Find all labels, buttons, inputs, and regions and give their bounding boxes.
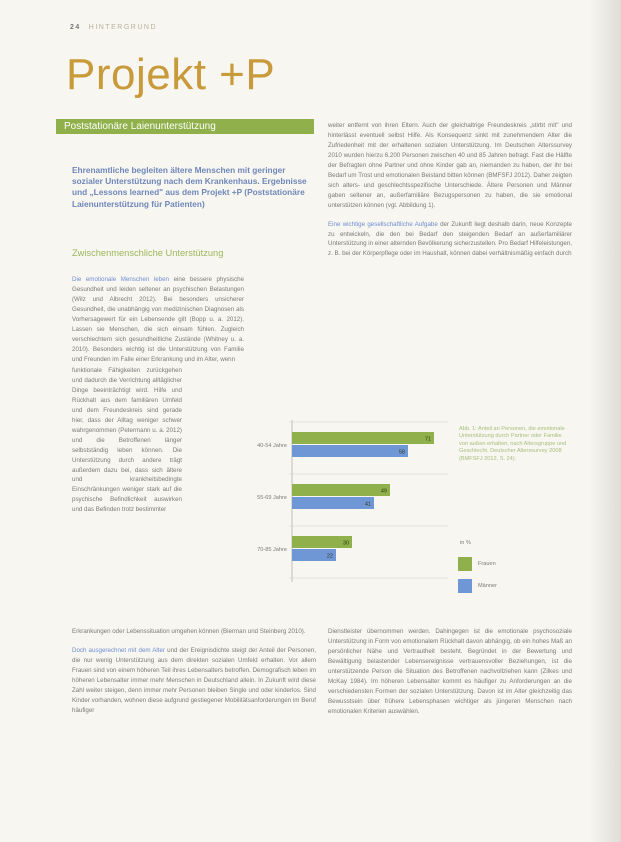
figure-caption: Abb. 1: Anteil an Personen, die emotionale Unterstützung durch Partner oder Familie von außen erhalten, nach Altersgruppe und Geschlecht. Deutscher Alterssurvey 2008 (BMFSFJ 2012, S. 24). [459, 426, 567, 462]
paragraph: Erkrankungen oder Lebenssituation umgehen können (Bierman und Steinberg 2010). [72, 628, 306, 635]
category-label: 40-54 Jahre [257, 443, 287, 449]
left-column-wrap [72, 366, 182, 515]
paragraph-text: eine bessere physische Gesundheit und leiden seltener an psychischen Belastungen (Wilz und Albrecht 2012). Bei besonders unsicherer Gesundheit, die unabhängig von medizinischen Diagnosen als Vorhersagewert für ein Lebensende gilt (Bopp u. a. 2012). Lassen sie Menschen, die sich einsam fühlen. Zugleich verschlechtern sich gesundheitliche Zustände (Whitney u. a. 2010). Besonders wichtig ist die Unterstützung von Familie und Freunden im Falle einer Erkrankung und im Alter, wenn [72, 276, 244, 363]
paragraph: funktionale Fähigkeiten zurückgehen und dadurch die Verrichtung alltäglicher Dinge beeinträchtigt wird. Hilfe und Rückhalt aus dem familiären Umfeld und dem Freundeskreis sind gerade hier, dass der Alltag weniger schwer wahrgenommen (Petermann u. a. 2012) und die Betroffenen länger selbstständig leben können. Die Unterstützung durch andere trägt außerdem dazu bei, dass sich ältere und krankheitsbedingte Einschränkungen weniger stark auf die psychische Befindlichkeit auswirken und das Befinden trotz bestimmter [72, 367, 182, 514]
paragraph [72, 275, 244, 365]
legend-item-frauen [458, 557, 497, 571]
section-bar: Poststationäre Laienunterstützung [56, 119, 314, 134]
right-column-bottom [328, 627, 572, 717]
left-column-bottom [72, 627, 316, 716]
lead-in: Die emotionale Menschen leben [72, 276, 170, 283]
data-label: 22 [326, 553, 333, 560]
category-label: 55-69 Jahre [257, 495, 287, 501]
bar-chart-svg [248, 418, 454, 593]
legend-item-maenner [458, 579, 497, 593]
paragraph [72, 646, 316, 716]
legend-unit: in % [460, 540, 471, 546]
paragraph: Dienstleister übernommen werden. Dahingegen ist die emotionale psychosoziale Unterstützung in Form von emotionalem Rückhalt davon abhängig, ob ein hohes Maß an persönlicher Nähe und Vertrautheit besteht. Begründet in der Bewertung und Bewältigung belastender Lebensereignisse vertrauensvoller Beziehungen, ist die unterstützende Person die Situation des Betroffenen nachvollziehen kann (Zilkes und McKay 1984). Im höheren Lebensalter kommt es häufiger zu Anforderungen an die verschiedensten Formen der sozialen Unterstützung. Davon ist im Alter gleichzeitig das Bewusstsein über frühere Lebensphasen wichtiger als jüngeren Menschen nach emotionalen Kriterien auswählen. [328, 628, 572, 715]
category-label: 70-85 Jahre [257, 547, 287, 553]
legend-label: Männer [478, 583, 497, 589]
lead-paragraph: Ehrenamtliche begleiten ältere Menschen mit geringer sozialer Unterstützung nach dem Krankenhaus. Ergebnisse und „Lessons learned" aus dem Projekt +P (Poststationäre Laienunterstützung für Patienten) [72, 165, 307, 209]
data-label: 58 [398, 449, 405, 456]
data-label: 41 [364, 501, 371, 508]
legend-label: Frauen [478, 561, 496, 567]
running-header [70, 24, 157, 31]
page-title: Projekt +P [66, 50, 276, 99]
chart-legend [458, 540, 497, 601]
legend-swatch [458, 579, 472, 593]
section-label: HINTERGRUND [88, 24, 158, 31]
paragraph-text: der Zukunft liegt deshalb darin, neue Konzepte zu entwickeln, die den bei Bedarf den steigenden Bedarf an außerfamiliärer Unterstützung in einer alternden Bevölkerung sicherzustellen. Pro Bedarf Hilfeleistungen, z. B. bei der Körperpflege oder im Haushalt, können dabei verhältnismäßig einfach durch [328, 220, 572, 258]
paragraph-text: und der Ereignisdichte steigt der Anteil der Personen, die nur wenig Unterstützung aus dem direkten sozialen Umfeld erhalten. Vor allem Frauen sind von einem höheren Teil ihres Lebensalters betroffen. Demografisch leben im höheren Lebensalter immer mehr Menschen in Deutschland allein. In Zukunft wird diese Zahl weiter steigen, denn immer mehr Personen bleiben Single und oder kinderlos. Sind Kinder vorhanden, wohnen diese aufgrund gestiegener Mobilitätsanforderungen im Beruf häufiger [72, 646, 317, 714]
paragraph: weiter entfernt von ihren Eltern. Auch der gleichaltrige Freundeskreis „stirbt mit" und hinterlässt eventuell selbst Hilfe. Als Konsequenz sinkt mit zunehmendem Alter die Zufriedenheit mit der erhaltenen sozialen Unterstützung. Im Deutschen Alterssurvey 2010 wurden hierzu 6.200 Personen zwischen 40 und 85 Jahren befragt. Fast die Hälfte der Befragten ohne Partner und ohne Kinder gab an, niemanden zu haben, der ihr bei Bedarf um Trost und emotionalen Beistand bitten können (BMFSFJ 2012). Daher zeigten sich alters- und geschlechtsspezifische Unterschiede. Ältere Personen und Männer gaben seltener an, außerfamiliäre Bezugspersonen zu haben, die sie emotional unterstützen können (vgl. Abbildung 1). [328, 122, 572, 209]
data-label: 71 [424, 436, 431, 443]
page-number: 24 [70, 24, 81, 31]
bar-maenner [292, 497, 374, 509]
bar-frauen [292, 484, 390, 496]
lead-in: Eine wichtige gesellschaftliche Aufgabe [328, 220, 438, 228]
left-column-top [72, 275, 244, 365]
paragraph [328, 220, 572, 260]
bar-maenner [292, 445, 408, 457]
legend-swatch [458, 557, 472, 571]
page-shadow [589, 0, 621, 842]
subheading: Zwischenmenschliche Unterstützung [72, 248, 224, 258]
data-label: 30 [342, 540, 349, 547]
data-label: 49 [380, 488, 387, 495]
bar-frauen [292, 432, 434, 444]
right-column-top [328, 121, 572, 259]
bar-chart [248, 418, 454, 593]
lead-in: Doch ausgerechnet mit dem Alter [72, 646, 166, 654]
